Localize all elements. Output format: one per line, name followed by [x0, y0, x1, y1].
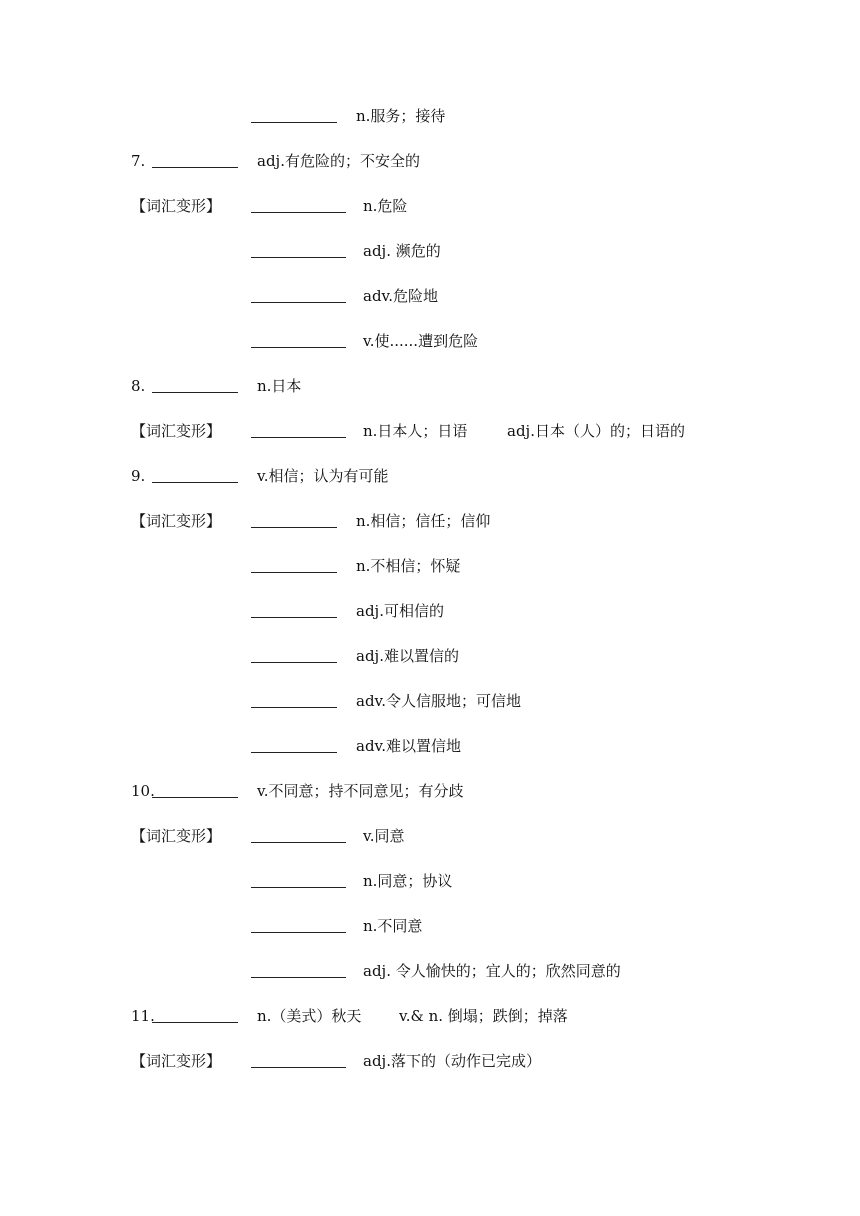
- answer-blank[interactable]: [251, 329, 346, 348]
- answer-blank[interactable]: [251, 869, 346, 888]
- definition: n.日本人；日语: [363, 422, 468, 440]
- answer-blank[interactable]: [152, 1004, 238, 1023]
- item-number: 11.: [131, 1007, 155, 1025]
- definition: n.相信；信任；信仰: [356, 512, 491, 530]
- definition: adj.可相信的: [356, 602, 444, 620]
- answer-blank[interactable]: [251, 644, 337, 663]
- item-number: 7.: [131, 152, 146, 170]
- definition: adj.落下的（动作已完成）: [363, 1052, 541, 1070]
- answer-blank[interactable]: [251, 1049, 346, 1068]
- answer-blank[interactable]: [251, 419, 346, 438]
- definition: n.不同意: [363, 917, 423, 935]
- definition: adj. 令人愉快的；宜人的；欣然同意的: [363, 962, 621, 980]
- item-number: 10.: [131, 782, 155, 800]
- definition: adj.有危险的；不安全的: [257, 152, 420, 170]
- item-number: 9.: [131, 467, 146, 485]
- answer-blank[interactable]: [251, 824, 346, 843]
- answer-blank[interactable]: [251, 284, 346, 303]
- definition: adv.危险地: [363, 287, 439, 305]
- section-tag: 【词汇变形】: [131, 197, 222, 215]
- definition: v.同意: [363, 827, 405, 845]
- definition: n.危险: [363, 197, 408, 215]
- item-number: 8.: [131, 377, 146, 395]
- definition-secondary: v.& n. 倒塌；跌倒；掉落: [399, 1007, 568, 1025]
- answer-blank[interactable]: [251, 104, 337, 123]
- answer-blank[interactable]: [251, 959, 346, 978]
- definition: adv.难以置信地: [356, 737, 462, 755]
- answer-blank[interactable]: [251, 554, 337, 573]
- answer-blank[interactable]: [251, 509, 337, 528]
- answer-blank[interactable]: [152, 464, 238, 483]
- definition: v.使......遭到危险: [363, 332, 479, 350]
- answer-blank[interactable]: [152, 779, 238, 798]
- definition: adv.令人信服地；可信地: [356, 692, 522, 710]
- section-tag: 【词汇变形】: [131, 1052, 222, 1070]
- answer-blank[interactable]: [251, 734, 337, 753]
- definition: v.相信；认为有可能: [257, 467, 389, 485]
- definition: adj. 濒危的: [363, 242, 441, 260]
- answer-blank[interactable]: [251, 689, 337, 708]
- answer-blank[interactable]: [251, 239, 346, 258]
- definition: n.服务；接待: [356, 107, 446, 125]
- section-tag: 【词汇变形】: [131, 827, 222, 845]
- definition: v.不同意；持不同意见；有分歧: [257, 782, 464, 800]
- answer-blank[interactable]: [251, 599, 337, 618]
- answer-blank[interactable]: [152, 374, 238, 393]
- section-tag: 【词汇变形】: [131, 422, 222, 440]
- definition: n.不相信；怀疑: [356, 557, 461, 575]
- definition: n.日本: [257, 377, 302, 395]
- definition-secondary: adj.日本（人）的；日语的: [507, 422, 685, 440]
- definition: n.同意；协议: [363, 872, 453, 890]
- answer-blank[interactable]: [152, 149, 238, 168]
- answer-blank[interactable]: [251, 914, 346, 933]
- answer-blank[interactable]: [251, 194, 346, 213]
- section-tag: 【词汇变形】: [131, 512, 222, 530]
- definition: adj.难以置信的: [356, 647, 459, 665]
- definition: n.（美式）秋天: [257, 1007, 362, 1025]
